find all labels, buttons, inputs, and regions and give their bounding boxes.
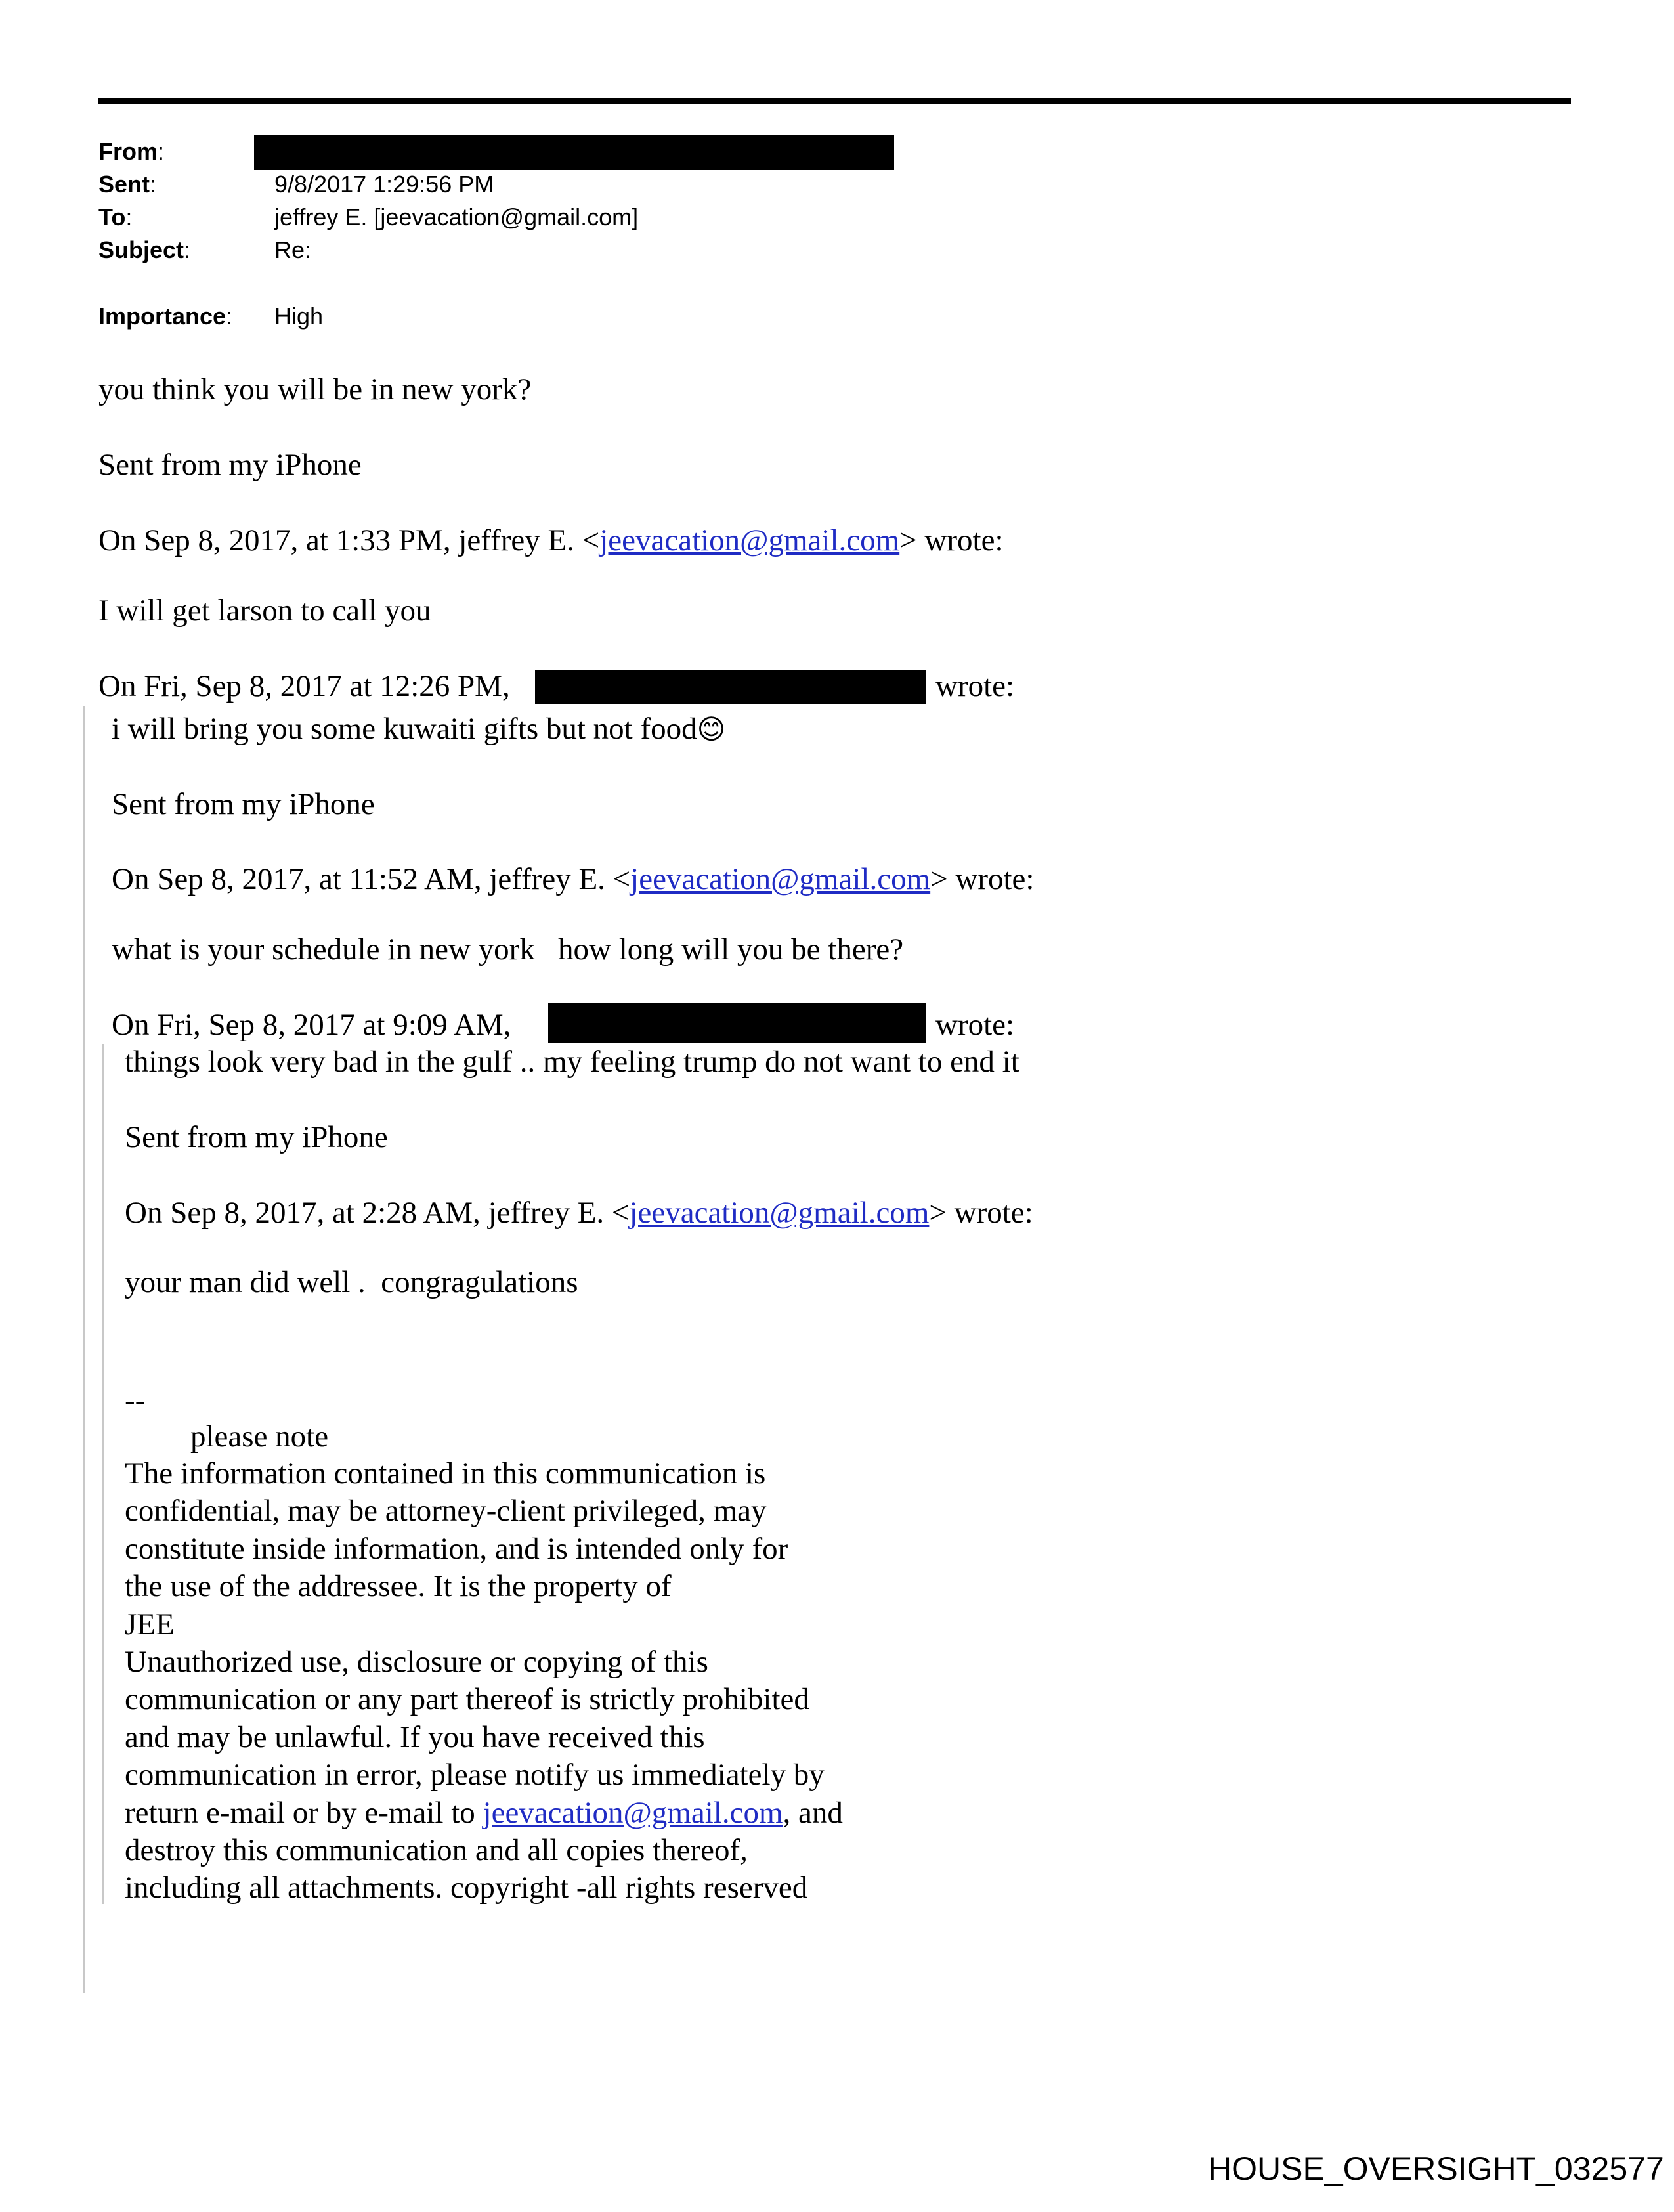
quote-header-5	[125, 1194, 1033, 1231]
subject-value: Re:	[274, 236, 312, 263]
disclaimer-line: JEE	[125, 1607, 175, 1641]
disclaimer-line: destroy this communication and all copies thereof,	[125, 1832, 748, 1867]
quote-2-body: i will bring you some kuwaiti gifts but not food	[112, 712, 697, 746]
wrote-text: wrote:	[935, 669, 1015, 703]
wrote-text: > wrote:	[929, 1196, 1033, 1230]
quote-5-text: your man did well . congragulations	[125, 1265, 578, 1299]
quote-bar	[83, 706, 85, 1993]
to-label: To:	[98, 204, 133, 230]
email-link[interactable]: jeevacation@gmail.com	[483, 1795, 783, 1830]
importance-value: High	[274, 303, 324, 330]
from-label: From:	[98, 138, 165, 165]
disclaimer-line: communication in error, please notify us immediately by	[125, 1758, 825, 1792]
email-link[interactable]: jeevacation@gmail.com	[599, 523, 900, 557]
disclaimer-line: constitute inside information, and is intended only for	[125, 1531, 788, 1566]
quote-header-4-text: On Fri, Sep 8, 2017 at 9:09 AM,	[112, 1008, 511, 1042]
quote-bar	[102, 1044, 104, 1904]
quote-header-5-text: On Sep 8, 2017, at 2:28 AM, jeffrey E. <	[125, 1196, 630, 1230]
quote-header-2-text: On Fri, Sep 8, 2017 at 12:26 PM,	[98, 669, 510, 703]
sent-from-iphone: Sent from my iPhone	[125, 1120, 388, 1154]
sent-from-iphone: Sent from my iPhone	[98, 448, 362, 482]
redacted-sender	[548, 1003, 926, 1043]
quote-header-2	[98, 668, 510, 705]
quote-header-3-text: On Sep 8, 2017, at 11:52 AM, jeffrey E. <	[112, 862, 631, 896]
wrote-text: > wrote:	[930, 862, 1035, 896]
to-value: jeffrey E. [jeevacation@gmail.com]	[274, 204, 639, 230]
message-line: you think you will be in new york?	[98, 372, 532, 406]
quote-header-3	[112, 861, 1034, 898]
disclaimer-text: , and	[783, 1795, 843, 1830]
sent-value: 9/8/2017 1:29:56 PM	[274, 171, 494, 198]
redacted-sender	[535, 670, 926, 704]
disclaimer-line: Unauthorized use, disclosure or copying of this	[125, 1644, 708, 1679]
smiley-icon: 😊	[697, 713, 726, 745]
signature-note: please note	[190, 1420, 329, 1454]
disclaimer-line	[125, 1794, 843, 1832]
signature-dash: --	[125, 1383, 146, 1418]
wrote-text: wrote:	[935, 1008, 1015, 1042]
disclaimer	[125, 1455, 843, 1907]
disclaimer-line: communication or any part thereof is strictly prohibited	[125, 1682, 809, 1717]
disclaimer-line: the use of the addressee. It is the property of	[125, 1569, 672, 1604]
sent-from-iphone: Sent from my iPhone	[112, 787, 375, 821]
quote-header-1-text: On Sep 8, 2017, at 1:33 PM, jeffrey E. <	[98, 523, 600, 557]
quote-4-text: things look very bad in the gulf .. my feeling trump do not want to end it	[125, 1045, 1019, 1079]
disclaimer-line: and may be unlawful. If you have received this	[125, 1720, 705, 1754]
quote-header-1	[98, 522, 1004, 559]
quote-header-4	[112, 1007, 511, 1043]
bates-number: HOUSE_OVERSIGHT_032577	[1208, 2150, 1664, 2187]
disclaimer-line: The information contained in this communication is	[125, 1456, 766, 1490]
wrote-text: > wrote:	[899, 523, 1004, 557]
subject-label: Subject:	[98, 236, 191, 263]
importance-label: Importance:	[98, 303, 233, 330]
quote-3-text: what is your schedule in new york how long will you be there?	[112, 932, 904, 966]
disclaimer-line: confidential, may be attorney-client privileged, may	[125, 1494, 767, 1529]
sent-label: Sent:	[98, 171, 157, 198]
quote-2-text	[112, 710, 725, 748]
email-link[interactable]: jeevacation@gmail.com	[629, 1196, 930, 1230]
top-rule	[98, 98, 1571, 104]
redacted-sender	[254, 135, 894, 170]
disclaimer-line: including all attachments. copyright -all rights reserved	[125, 1871, 808, 1905]
email-link[interactable]: jeevacation@gmail.com	[630, 862, 931, 896]
quote-1-text: I will get larson to call you	[98, 594, 431, 628]
disclaimer-text: return e-mail or by e-mail to	[125, 1795, 483, 1830]
